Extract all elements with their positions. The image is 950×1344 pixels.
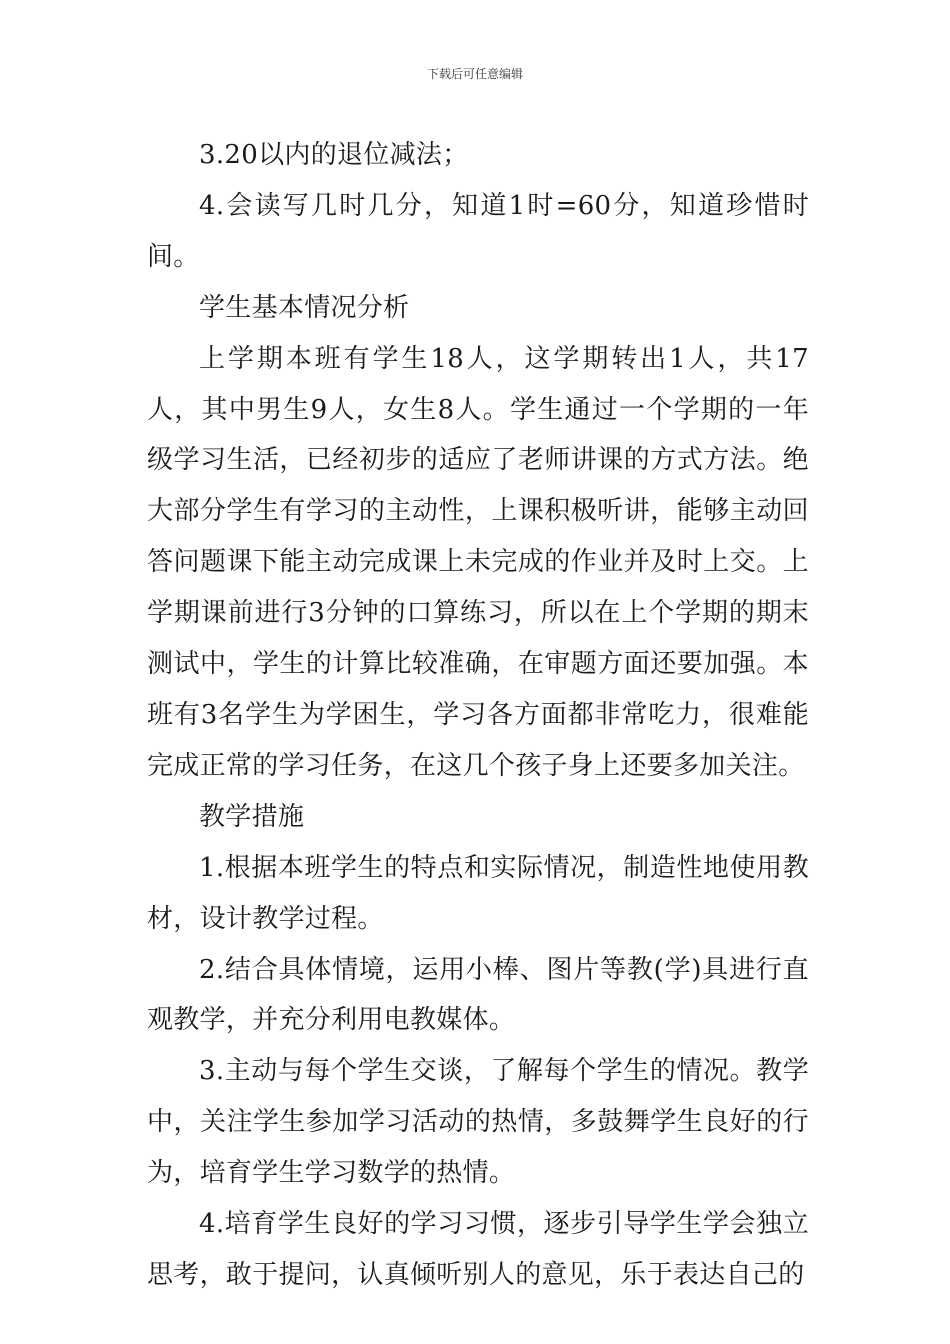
list-item-subtraction: 3.20以内的退位减法； [199, 140, 469, 170]
document-body [147, 130, 809, 1301]
list-item-time-reading: 4.会读写几时几分，知道1时=60分，知道珍惜时间。 [147, 190, 809, 272]
section-heading-teaching-measures: 教学措施 [199, 801, 305, 832]
list-item-measure-1: 1.根据本班学生的特点和实际情况，制造性地使用教材，设计教学过程。 [147, 852, 809, 934]
section-heading-student-analysis: 学生基本情况分析 [199, 292, 410, 323]
list-item-measure-4: 4.培育学生良好的学习习惯，逐步引导学生学会独立思考，敢于提问，认真倾听别人的意见，乐于表达自己的 [147, 1209, 809, 1290]
list-item-measure-3: 3.主动与每个学生交谈，了解每个学生的情况。教学中，关注学生参加学习活动的热情，多鼓舞学生良好的行为，培育学生学习数学的热情。 [147, 1056, 809, 1189]
paragraph-student-analysis: 上学期本班有学生18人，这学期转出1人，共17人，其中男生9人，女生8人。学生通过一个学期的一年级学习生活，已经初步的适应了老师讲课的方式方法。绝大部分学生有学习的主动性，上课积极听讲，能够主动回答问题课下能主动完成课上未完成的作业并及时上交。上学期课前进行3分钟的口算练习，所以在上个学期的期末测试中，学生的计算比较准确，在审题方面还要加强。本班有3名学生为学困生，学习各方面都非常吃力，很难能完成正常的学习任务，在这几个孩子身上还要多加关注。 [147, 343, 809, 781]
page-header: 下载后可任意编辑 [426, 67, 523, 81]
list-item-measure-2: 2.结合具体情境，运用小棒、图片等教(学)具进行直观教学，并充分利用电教媒体。 [147, 954, 809, 1036]
